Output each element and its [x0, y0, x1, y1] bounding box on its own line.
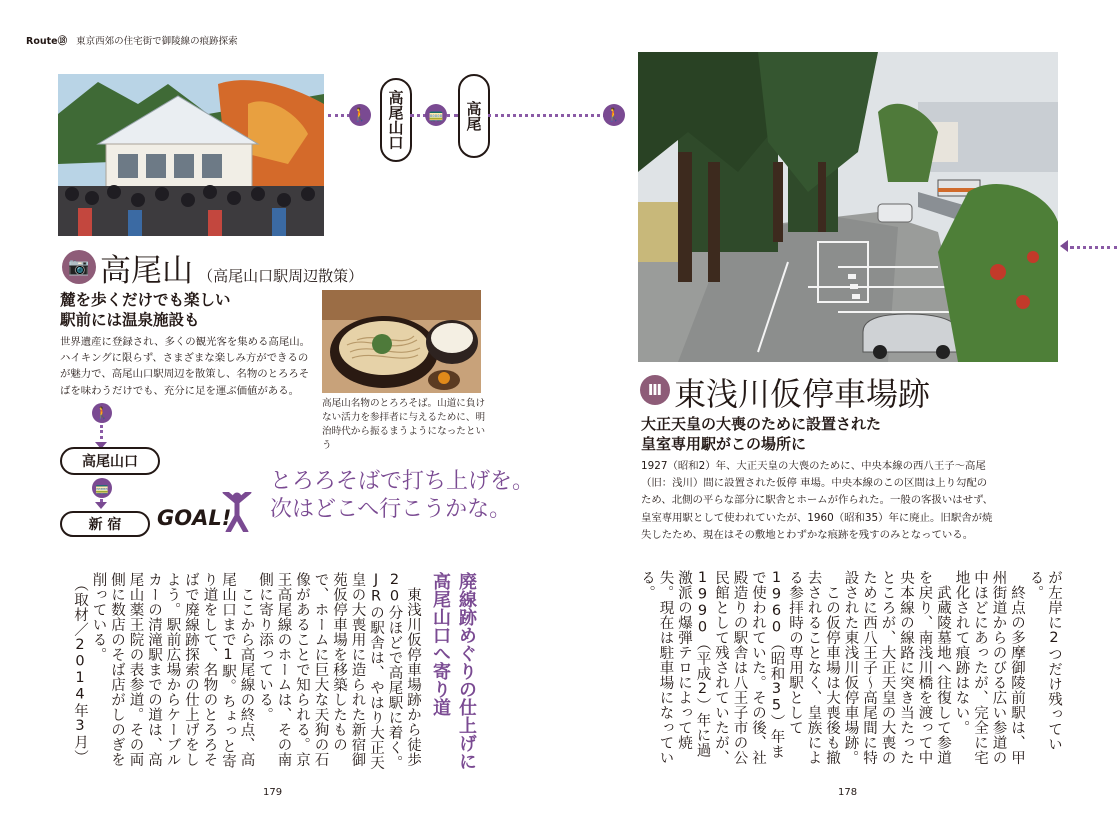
column-heading-line2: 高尾山口へ寄り道 — [430, 572, 451, 716]
station-name-takaosanguchi: 高尾山口 — [386, 90, 405, 150]
right-spot-lead — [641, 414, 881, 454]
station-pin-takaosanguchi[interactable] — [380, 78, 412, 162]
train-icon: 🚃 — [425, 104, 447, 126]
goal-route-to: 新 宿 — [88, 517, 122, 533]
goal-label: GOAL! — [157, 506, 232, 530]
walk-icon: 🚶 — [92, 403, 112, 423]
handwritten-line1: とろろそばで打ち上げを。 — [270, 469, 535, 494]
column-heading-line1: 廃線跡めぐりの仕上げに — [456, 572, 477, 770]
left-body-paragraph: ここから高尾線の終点、高尾山口まで1駅。ちょっと寄り道をして、名物のとろろそばで廃線跡探索の仕上げをしよう。駅前広場からケーブルカーの清滝駅までの道は、高尾山薬王院の表参道。その両側に数店のそば店がしのぎを削っている。 — [90, 572, 255, 769]
route-title: 東京西郊の住宅街で御陵線の痕跡探索 — [76, 36, 238, 47]
right-spot-lead-line1: 大正天皇の大喪のために設置された — [641, 415, 882, 433]
spot-title: 高尾山 — [100, 253, 193, 289]
left-body-text — [62, 572, 422, 770]
spot-title-takaosan — [100, 245, 363, 290]
right-body-paragraph: この仮停車場は大喪後も撤去されることなく、皇族による参拝時の専用駅として1960（昭和35）年まで使われていた。その後、社殿造りの駅舎は八王子市の公民館として残されていたが、1990（平成2）年に過激派の爆弾テロによって焼失。現在は駐車場になっている。 — [639, 570, 840, 765]
station-pin-takao[interactable] — [458, 74, 490, 158]
left-body-credit: （取材／2014年3月） — [72, 577, 88, 765]
right-body-paragraph: 終点の多摩御陵前駅は、甲州街道からのびる広い参道の中ほどにあったが、完全に宅地化されて痕跡はない。 — [953, 570, 1025, 765]
walk-icon: 🚶 — [603, 104, 625, 126]
person-cheering-icon — [222, 492, 252, 532]
takaosanguchi-station-photo — [58, 74, 324, 236]
spot-lead-line1: 麓を歩くだけでも楽しい — [60, 290, 231, 309]
station-name-takao: 高尾 — [464, 101, 483, 131]
station-pin-shinjuku[interactable] — [60, 511, 150, 537]
spot-title-higashi-asakawa: 東浅川仮停車場跡 — [674, 375, 931, 413]
route-label: Route⑱ — [26, 36, 68, 47]
walk-icon: 🚶 — [349, 104, 371, 126]
spot-lead-line2: 駅前には温泉施設も — [60, 310, 200, 329]
route-dots-right — [488, 114, 606, 117]
page-number-right: 178 — [838, 787, 858, 798]
spot-number-badge: Ⅲ — [640, 375, 670, 405]
route-arrow-2 — [95, 502, 107, 509]
handwritten-note — [270, 468, 534, 524]
spot-description: 世界遺産に登録され、多くの観光客を集める高尾山。ハイキングに限らず、さまざまな楽しみ方ができるのが魅力で、高尾山口駅周辺を散策し、名物のとろろそばを味わうだけでも、充分に足を運ぶ価値がある。 — [60, 336, 310, 397]
higashi-asakawa-site-photo — [638, 52, 1058, 362]
left-body-paragraph: 東浅川仮停車場跡から徒歩20分ほどで高尾駅に着く。JRの駅舎は、やはり大正天皇の大喪用に造られた新宿御苑仮停車場を移築したもので、ホームに巨大な天狗の石像があることで知られる。京王高尾線のホームは、その南側に寄り添っている。 — [257, 572, 421, 770]
station-pin-takaosanguchi-goal[interactable] — [60, 447, 160, 475]
spot-lead — [60, 290, 231, 330]
right-body-text — [638, 570, 1063, 770]
soba-photo-caption: 高尾山名物のとろろそば。山道に負けない活力を参拝者に与えるために、明治時代から振るまうようになったという — [322, 398, 486, 451]
spot-subtitle: （高尾山口駅周辺散策） — [198, 267, 364, 285]
route-arrow-edge — [1060, 240, 1068, 252]
route-header — [26, 33, 238, 47]
handwritten-line2: 次はどこへ行こうかな。 — [270, 497, 512, 522]
camera-icon: 📷 — [62, 250, 96, 284]
right-spot-lead-line2: 皇室専用駅がこの場所に — [641, 435, 807, 453]
page-number-left: 179 — [263, 787, 283, 798]
route-dots-edge-line — [1070, 246, 1117, 249]
column-heading — [427, 572, 479, 802]
right-body-paragraph: が左岸に2つだけ残っている。 — [1027, 570, 1062, 752]
goal-route-from: 高尾山口 — [82, 454, 138, 470]
tororo-soba-photo — [322, 290, 481, 393]
train-icon: 🚃 — [92, 478, 112, 498]
right-body-paragraph: 武蔵陵墓地へ往復して参道を戻り、南浅川橋を渡って中央本線の線路に突き当たったところが、大正天皇の大喪のために西八王子〜高尾間に特設された東浅川仮停車場跡。 — [842, 570, 951, 765]
right-spot-description: 1927（昭和2）年、大正天皇の大喪のために、中央本線の西八王子〜高尾（旧：浅川）間に設置された仮停 車場。中央本線のこの区間は上り勾配のため、北側の平らな部分に駅舎とホームが作られた。一般の客扱いはせず、皇室専用駅として使われていたが、1960（昭和35）年に廃止。旧駅舎が焼失したため、現在はその敷地とわずかな痕跡を残すのみとなっている。 — [641, 460, 994, 541]
